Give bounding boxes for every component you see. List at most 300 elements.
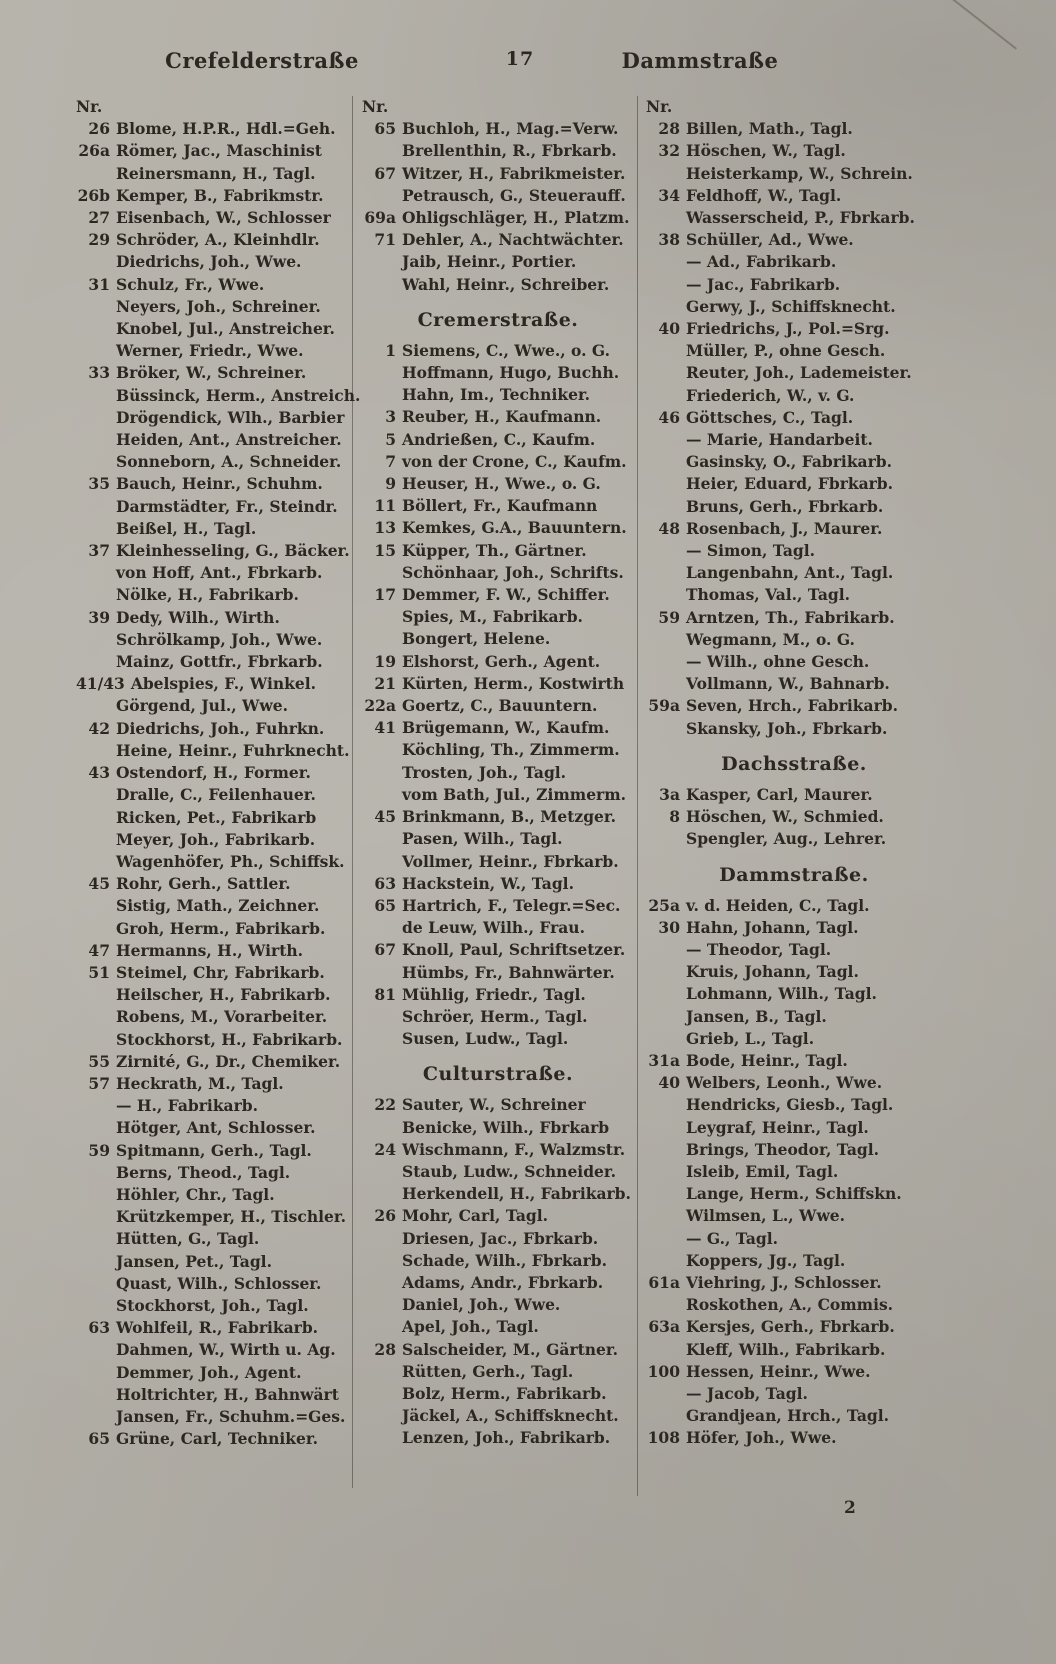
entry-text: Hötger, Ant, Schlosser. bbox=[116, 1118, 316, 1138]
street-header-left: Crefelderstraße bbox=[165, 48, 359, 73]
entry-text: Friederich, W., v. G. bbox=[686, 385, 855, 405]
entry-text: Spitmann, Gerh., Tagl. bbox=[116, 1140, 312, 1160]
directory-entry bbox=[76, 540, 350, 562]
entry-text: Höschen, W., Schmied. bbox=[686, 807, 884, 827]
page-number: 17 bbox=[505, 48, 535, 70]
entry-text: Kleff, Wilh., Fabrikarb. bbox=[686, 1339, 886, 1359]
entry-text: Hahn, Johann, Tagl. bbox=[686, 917, 859, 937]
entry-text: Daniel, Joh., Wwe. bbox=[402, 1295, 561, 1315]
entry-text: Kersjes, Gerh., Fbrkarb. bbox=[686, 1317, 895, 1337]
house-number: 55 bbox=[88, 1051, 110, 1071]
entry-text: Viehring, J., Schlosser. bbox=[686, 1272, 882, 1292]
directory-entry bbox=[76, 1406, 350, 1428]
directory-entry bbox=[646, 784, 942, 806]
entry-text: Bauch, Heinr., Schuhm. bbox=[116, 474, 323, 494]
entry-text: Kruis, Johann, Tagl. bbox=[686, 962, 859, 982]
house-number: 32 bbox=[658, 141, 680, 161]
entry-text: Rütten, Gerh., Tagl. bbox=[402, 1361, 574, 1381]
house-number: 26 bbox=[88, 119, 110, 139]
directory-entry bbox=[646, 385, 942, 407]
street-section-heading: Dachsstraße. bbox=[721, 752, 867, 775]
signature-mark: 2 bbox=[844, 1498, 856, 1518]
directory-entry bbox=[362, 229, 634, 251]
entry-text: Isleib, Emil, Tagl. bbox=[686, 1161, 839, 1181]
entry-text: Schulz, Fr., Wwe. bbox=[116, 274, 265, 294]
directory-entry bbox=[646, 163, 942, 185]
directory-entry bbox=[362, 185, 634, 207]
house-number: 59 bbox=[658, 607, 680, 627]
entry-text: Bruns, Gerh., Fbrkarb. bbox=[686, 496, 884, 516]
directory-entry bbox=[362, 873, 634, 895]
directory-entry bbox=[362, 695, 634, 717]
directory-entry bbox=[646, 207, 942, 229]
directory-entry bbox=[76, 385, 361, 407]
directory-entry bbox=[646, 451, 942, 473]
directory-entry bbox=[76, 496, 350, 518]
house-number: 67 bbox=[374, 940, 396, 960]
directory-entry bbox=[646, 562, 942, 584]
entry-text: Sonneborn, A., Schneider. bbox=[116, 452, 342, 472]
directory-entry bbox=[76, 140, 350, 162]
directory-entry bbox=[646, 1361, 942, 1383]
house-number: 63 bbox=[374, 873, 396, 893]
directory-entry bbox=[362, 1117, 634, 1139]
entry-text: Büssinck, Herm., Anstreich. bbox=[116, 385, 361, 405]
entry-text: Müller, P., ohne Gesch. bbox=[686, 341, 886, 361]
directory-entry bbox=[362, 274, 634, 296]
directory-entry bbox=[362, 1316, 634, 1338]
entry-text: Schüller, Ad., Wwe. bbox=[686, 230, 854, 250]
house-number: 25a bbox=[648, 895, 680, 915]
directory-entry bbox=[76, 1273, 350, 1295]
directory-entry bbox=[646, 185, 942, 207]
entry-text: Dehler, A., Nachtwächter. bbox=[402, 230, 624, 250]
directory-entry bbox=[76, 1362, 350, 1384]
directory-entry bbox=[76, 1162, 350, 1184]
entry-text: de Leuw, Wilh., Frau. bbox=[402, 918, 585, 938]
entry-text: Kleinhesseling, G., Bäcker. bbox=[116, 541, 350, 561]
nr-column-label: Nr. bbox=[76, 97, 103, 116]
directory-entry bbox=[76, 873, 350, 895]
directory-entry bbox=[362, 118, 634, 140]
directory-entry bbox=[646, 1094, 942, 1116]
house-number: 37 bbox=[88, 541, 110, 561]
directory-entry bbox=[362, 251, 634, 273]
entry-text: Knoll, Paul, Schriftsetzer. bbox=[402, 940, 626, 960]
directory-entry bbox=[76, 1140, 350, 1162]
entry-text: Brinkmann, B., Metzger. bbox=[402, 807, 617, 827]
directory-entry bbox=[646, 1050, 942, 1072]
directory-entry bbox=[76, 762, 350, 784]
directory-entry bbox=[646, 473, 942, 495]
directory-entry bbox=[646, 584, 942, 606]
entry-text: Dahmen, W., Wirth u. Ag. bbox=[116, 1340, 336, 1360]
entry-text: Susen, Ludw., Tagl. bbox=[402, 1029, 569, 1049]
house-number: 65 bbox=[374, 119, 396, 139]
house-number: 43 bbox=[88, 763, 110, 783]
entry-text: Nölke, H., Fabrikarb. bbox=[116, 585, 299, 605]
entry-text: Wagenhöfer, Ph., Schiffsk. bbox=[116, 851, 345, 871]
directory-entry bbox=[76, 451, 350, 473]
house-number: 46 bbox=[658, 407, 680, 427]
entry-text: Darmstädter, Fr., Steindr. bbox=[116, 496, 338, 516]
entry-text: Hahn, Im., Techniker. bbox=[402, 385, 591, 405]
entry-text: Apel, Joh., Tagl. bbox=[402, 1317, 539, 1337]
entry-text: Skansky, Joh., Fbrkarb. bbox=[686, 718, 888, 738]
street-section-heading: Cremerstraße. bbox=[417, 308, 579, 331]
house-number: 3a bbox=[659, 784, 680, 804]
directory-entry bbox=[362, 517, 634, 539]
directory-entry bbox=[362, 473, 634, 495]
directory-entry bbox=[362, 1028, 634, 1050]
directory-entry bbox=[362, 1272, 634, 1294]
directory-entry bbox=[362, 1250, 634, 1272]
entry-text: Abelspies, F., Winkel. bbox=[130, 674, 317, 694]
directory-entry bbox=[646, 1028, 942, 1050]
house-number: 69a bbox=[364, 208, 396, 228]
directory-entry bbox=[76, 1428, 350, 1450]
directory-entry bbox=[362, 1383, 634, 1405]
entry-text: Köchling, Th., Zimmerm. bbox=[402, 740, 620, 760]
entry-text: Elshorst, Gerh., Agent. bbox=[402, 651, 601, 671]
directory-entry bbox=[646, 496, 942, 518]
directory-entry bbox=[362, 562, 634, 584]
entry-text: Robens, M., Vorarbeiter. bbox=[116, 1007, 328, 1027]
entry-text: Spengler, Aug., Lehrer. bbox=[686, 829, 887, 849]
house-number: 24 bbox=[374, 1139, 396, 1159]
directory-entry bbox=[646, 806, 942, 828]
directory-entry bbox=[76, 1228, 350, 1250]
entry-text: Mühlig, Friedr., Tagl. bbox=[402, 984, 586, 1004]
house-number: 11 bbox=[374, 496, 396, 516]
house-number: 108 bbox=[647, 1428, 680, 1448]
directory-entry bbox=[76, 1117, 350, 1139]
directory-entry bbox=[362, 762, 634, 784]
directory-entry bbox=[646, 1250, 942, 1272]
entry-text: v. d. Heiden, C., Tagl. bbox=[686, 895, 870, 915]
directory-entry bbox=[362, 1139, 634, 1161]
entry-text: Brings, Theodor, Tagl. bbox=[686, 1139, 880, 1159]
directory-entry bbox=[76, 562, 350, 584]
directory-entry bbox=[362, 1094, 634, 1116]
directory-entry bbox=[76, 962, 350, 984]
directory-entry bbox=[76, 1295, 350, 1317]
entry-text: Holtrichter, H., Bahnwärt bbox=[116, 1384, 339, 1404]
house-number: 26a bbox=[78, 141, 110, 161]
directory-entry bbox=[646, 983, 942, 1005]
directory-entry bbox=[76, 651, 350, 673]
house-number: 29 bbox=[88, 230, 110, 250]
directory-entry bbox=[76, 807, 350, 829]
entry-text: Bolz, Herm., Fabrikarb. bbox=[402, 1383, 607, 1403]
house-number: 28 bbox=[374, 1339, 396, 1359]
directory-entry bbox=[362, 1427, 634, 1449]
directory-entry bbox=[76, 1251, 350, 1273]
house-number: 31 bbox=[88, 274, 110, 294]
entry-text: Sauter, W., Schreiner bbox=[402, 1095, 586, 1115]
entry-text: Koppers, Jg., Tagl. bbox=[686, 1250, 846, 1270]
directory-entry bbox=[76, 1317, 350, 1339]
directory-entry bbox=[646, 1161, 942, 1183]
house-number: 42 bbox=[88, 718, 110, 738]
house-number: 57 bbox=[88, 1073, 110, 1093]
house-number: 51 bbox=[88, 962, 110, 982]
column-divider bbox=[352, 96, 353, 1488]
entry-text: Heuser, H., Wwe., o. G. bbox=[402, 474, 601, 494]
house-number: 63a bbox=[648, 1317, 680, 1337]
entry-text: Arntzen, Th., Fabrikarb. bbox=[686, 607, 895, 627]
entry-text: Schrölkamp, Joh., Wwe. bbox=[116, 629, 323, 649]
entry-text: Petrausch, G., Steuerauff. bbox=[402, 185, 626, 205]
directory-entry bbox=[76, 318, 350, 340]
house-number: 22a bbox=[364, 696, 396, 716]
entry-text: Reinersmann, H., Tagl. bbox=[116, 163, 316, 183]
house-number: 30 bbox=[658, 917, 680, 937]
directory-entry bbox=[646, 961, 942, 983]
directory-entry bbox=[646, 229, 942, 251]
entry-text: Neyers, Joh., Schreiner. bbox=[116, 296, 321, 316]
directory-entry bbox=[362, 1294, 634, 1316]
entry-text: Beißel, H., Tagl. bbox=[116, 518, 257, 538]
directory-entry bbox=[76, 695, 350, 717]
entry-text: Feldhoff, W., Tagl. bbox=[686, 185, 842, 205]
house-number: 7 bbox=[385, 451, 396, 471]
nr-column-label: Nr. bbox=[362, 97, 389, 116]
house-number: 65 bbox=[88, 1429, 110, 1449]
directory-entry bbox=[362, 717, 634, 739]
directory-entry bbox=[362, 140, 634, 162]
nr-column-label: Nr. bbox=[646, 97, 673, 116]
house-number: 3 bbox=[385, 407, 396, 427]
directory-entry bbox=[646, 1383, 942, 1405]
directory-entry bbox=[362, 784, 634, 806]
entry-text: Stockhorst, H., Fabrikarb. bbox=[116, 1029, 343, 1049]
entry-text: Grandjean, Hrch., Tagl. bbox=[686, 1406, 890, 1426]
entry-text: Knobel, Jul., Anstreicher. bbox=[116, 319, 335, 339]
house-number: 39 bbox=[88, 607, 110, 627]
entry-text: — Jac., Fabrikarb. bbox=[686, 274, 841, 294]
house-number: 47 bbox=[88, 940, 110, 960]
house-number: 22 bbox=[374, 1095, 396, 1115]
entry-text: Wegmann, M., o. G. bbox=[686, 629, 855, 649]
house-number: 63 bbox=[88, 1318, 110, 1338]
directory-entry bbox=[76, 251, 350, 273]
entry-text: Stockhorst, Joh., Tagl. bbox=[116, 1295, 309, 1315]
directory-entry bbox=[362, 584, 634, 606]
directory-entry bbox=[646, 318, 942, 340]
directory-entry bbox=[362, 917, 634, 939]
directory-entry bbox=[362, 1228, 634, 1250]
entry-text: vom Bath, Jul., Zimmerm. bbox=[402, 784, 627, 804]
entry-text: Mohr, Carl, Tagl. bbox=[402, 1206, 549, 1226]
directory-entry bbox=[646, 895, 942, 917]
house-number: 71 bbox=[374, 230, 396, 250]
directory-entry bbox=[646, 296, 942, 318]
street-section-heading: Culturstraße. bbox=[422, 1063, 574, 1086]
entry-text: — Wilh., ohne Gesch. bbox=[686, 652, 870, 672]
entry-text: Schönhaar, Joh., Schrifts. bbox=[402, 562, 624, 582]
entry-text: Ostendorf, H., Former. bbox=[116, 763, 311, 783]
directory-entry bbox=[646, 673, 942, 695]
entry-text: Reuber, H., Kaufmann. bbox=[402, 407, 602, 427]
entry-text: Dedy, Wilh., Wirth. bbox=[116, 607, 280, 627]
entry-text: Diedrichs, Joh., Fuhrkn. bbox=[116, 718, 325, 738]
entry-text: Jäckel, A., Schiffsknecht. bbox=[402, 1406, 619, 1426]
entry-text: Witzer, H., Fabrikmeister. bbox=[402, 163, 626, 183]
directory-entry bbox=[362, 628, 634, 650]
entry-text: Rosenbach, J., Maurer. bbox=[686, 518, 883, 538]
directory-entry bbox=[646, 718, 942, 740]
entry-text: Hendricks, Giesb., Tagl. bbox=[686, 1095, 894, 1115]
entry-text: Ricken, Pet., Fabrikarb bbox=[116, 807, 317, 827]
house-number: 81 bbox=[374, 984, 396, 1004]
directory-entry bbox=[646, 629, 942, 651]
directory-entry bbox=[362, 828, 634, 850]
entry-text: Küpper, Th., Gärtner. bbox=[402, 540, 587, 560]
street-section-heading: Dammstraße. bbox=[719, 863, 869, 886]
entry-text: Mainz, Gottfr., Fbrkarb. bbox=[116, 652, 323, 672]
entry-text: Zirnité, G., Dr., Chemiker. bbox=[116, 1051, 341, 1071]
directory-entry bbox=[646, 540, 942, 562]
directory-entry bbox=[362, 495, 634, 517]
entry-text: Heisterkamp, W., Schrein. bbox=[686, 163, 913, 183]
directory-entry bbox=[362, 340, 634, 362]
directory-entry bbox=[362, 451, 634, 473]
directory-entry bbox=[76, 1006, 350, 1028]
directory-entry bbox=[362, 207, 634, 229]
entry-text: — Jacob, Tagl. bbox=[686, 1383, 808, 1403]
house-number: 38 bbox=[658, 230, 680, 250]
entry-text: Heilscher, H., Fabrikarb. bbox=[116, 985, 331, 1005]
entry-text: Seven, Hrch., Fabrikarb. bbox=[686, 696, 898, 716]
directory-entry bbox=[76, 118, 350, 140]
entry-text: Bode, Heinr., Tagl. bbox=[686, 1050, 848, 1070]
directory-entry bbox=[76, 607, 350, 629]
entry-text: Quast, Wilh., Schlosser. bbox=[116, 1273, 322, 1293]
directory-entry bbox=[646, 1228, 942, 1250]
directory-entry bbox=[76, 895, 350, 917]
directory-entry bbox=[362, 1405, 634, 1427]
house-number: 26b bbox=[77, 185, 110, 205]
house-number: 9 bbox=[385, 474, 396, 494]
directory-entry bbox=[646, 1294, 942, 1316]
entry-text: Bongert, Helene. bbox=[402, 629, 551, 649]
entry-text: Staub, Ludw., Schneider. bbox=[402, 1161, 617, 1181]
house-number: 40 bbox=[658, 1073, 680, 1093]
entry-text: Bröker, W., Schreiner. bbox=[116, 363, 307, 383]
entry-text: Wasserscheid, P., Fbrkarb. bbox=[686, 208, 915, 228]
entry-text: Diedrichs, Joh., Wwe. bbox=[116, 252, 302, 272]
entry-text: Göttsches, C., Tagl. bbox=[686, 407, 854, 427]
directory-entry bbox=[362, 851, 634, 873]
entry-text: Schröer, Herm., Tagl. bbox=[402, 1006, 588, 1026]
directory-entry bbox=[76, 851, 350, 873]
directory-entry bbox=[646, 607, 942, 629]
entry-text: Schade, Wilh., Fbrkarb. bbox=[402, 1250, 607, 1270]
entry-text: Welbers, Leonh., Wwe. bbox=[686, 1073, 883, 1093]
entry-text: Rohr, Gerh., Sattler. bbox=[116, 874, 291, 894]
directory-entry bbox=[76, 1029, 350, 1051]
house-number: 27 bbox=[88, 208, 110, 228]
directory-entry bbox=[76, 829, 350, 851]
entry-text: Siemens, C., Wwe., o. G. bbox=[402, 340, 610, 360]
entry-text: Hermanns, H., Wirth. bbox=[116, 940, 304, 960]
directory-entry bbox=[76, 229, 350, 251]
entry-text: Jansen, Pet., Tagl. bbox=[116, 1251, 272, 1271]
entry-text: von Hoff, Ant., Fbrkarb. bbox=[116, 563, 323, 583]
directory-entry bbox=[646, 1139, 942, 1161]
directory-entry bbox=[362, 606, 634, 628]
directory-entry bbox=[362, 673, 634, 695]
directory-entry bbox=[76, 940, 350, 962]
house-number: 100 bbox=[647, 1361, 680, 1381]
directory-entry bbox=[362, 806, 634, 828]
entry-text: Kemkes, G.A., Bauuntern. bbox=[402, 518, 627, 538]
house-number: 13 bbox=[374, 518, 396, 538]
entry-text: Grieb, L., Tagl. bbox=[686, 1028, 815, 1048]
directory-entry bbox=[76, 340, 350, 362]
directory-entry bbox=[76, 1073, 350, 1095]
house-number: 33 bbox=[88, 363, 110, 383]
directory-entry bbox=[76, 362, 350, 384]
entry-text: Brügemann, W., Kaufm. bbox=[402, 718, 610, 738]
entry-text: Böllert, Fr., Kaufmann bbox=[402, 496, 598, 516]
directory-entry bbox=[76, 584, 350, 606]
entry-text: — H., Fabrikarb. bbox=[116, 1096, 259, 1116]
house-number: 41/43 bbox=[76, 674, 125, 694]
entry-text: Groh, Herm., Fabrikarb. bbox=[116, 918, 326, 938]
directory-entry bbox=[362, 362, 634, 384]
entry-text: Pasen, Wilh., Tagl. bbox=[402, 829, 563, 849]
entry-text: Berns, Theod., Tagl. bbox=[116, 1162, 291, 1182]
directory-entry bbox=[646, 1339, 942, 1361]
entry-text: Höschen, W., Tagl. bbox=[686, 141, 846, 161]
entry-text: Vollmer, Heinr., Fbrkarb. bbox=[402, 851, 619, 871]
entry-text: Werner, Friedr., Wwe. bbox=[116, 341, 304, 361]
house-number: 41 bbox=[374, 718, 396, 738]
entry-text: Demmer, F. W., Schiffer. bbox=[402, 585, 610, 605]
directory-entry bbox=[76, 1206, 350, 1228]
entry-text: — Marie, Handarbeit. bbox=[686, 430, 873, 450]
entry-text: Jansen, B., Tagl. bbox=[686, 1006, 827, 1026]
entry-text: Hütten, G., Tagl. bbox=[116, 1229, 260, 1249]
house-number: 40 bbox=[658, 319, 680, 339]
directory-entry bbox=[646, 651, 942, 673]
entry-text: Meyer, Joh., Fabrikarb. bbox=[116, 829, 316, 849]
entry-text: Vollmann, W., Bahnarb. bbox=[686, 674, 890, 694]
entry-text: Adams, Andr., Fbrkarb. bbox=[402, 1272, 604, 1292]
entry-text: Eisenbach, W., Schlosser bbox=[116, 208, 331, 228]
directory-entry bbox=[76, 1339, 350, 1361]
entry-text: Krützkemper, H., Tischler. bbox=[116, 1207, 346, 1227]
entry-text: Blome, H.P.R., Hdl.=Geh. bbox=[116, 119, 336, 139]
entry-text: Sistig, Math., Zeichner. bbox=[116, 896, 320, 916]
entry-text: Kemper, B., Fabrikmstr. bbox=[116, 185, 324, 205]
house-number: 19 bbox=[374, 651, 396, 671]
directory-column-left bbox=[76, 96, 361, 1450]
directory-entry bbox=[646, 917, 942, 939]
directory-entry bbox=[646, 518, 942, 540]
entry-text: Thomas, Val., Tagl. bbox=[686, 585, 851, 605]
directory-entry bbox=[76, 1095, 350, 1117]
directory-entry bbox=[362, 939, 634, 961]
entry-text: Hümbs, Fr., Bahnwärter. bbox=[402, 962, 615, 982]
house-number: 59a bbox=[648, 696, 680, 716]
directory-entry bbox=[362, 384, 634, 406]
directory-entry bbox=[362, 1361, 634, 1383]
entry-text: von der Crone, C., Kaufm. bbox=[402, 451, 627, 471]
directory-entry bbox=[646, 362, 942, 384]
